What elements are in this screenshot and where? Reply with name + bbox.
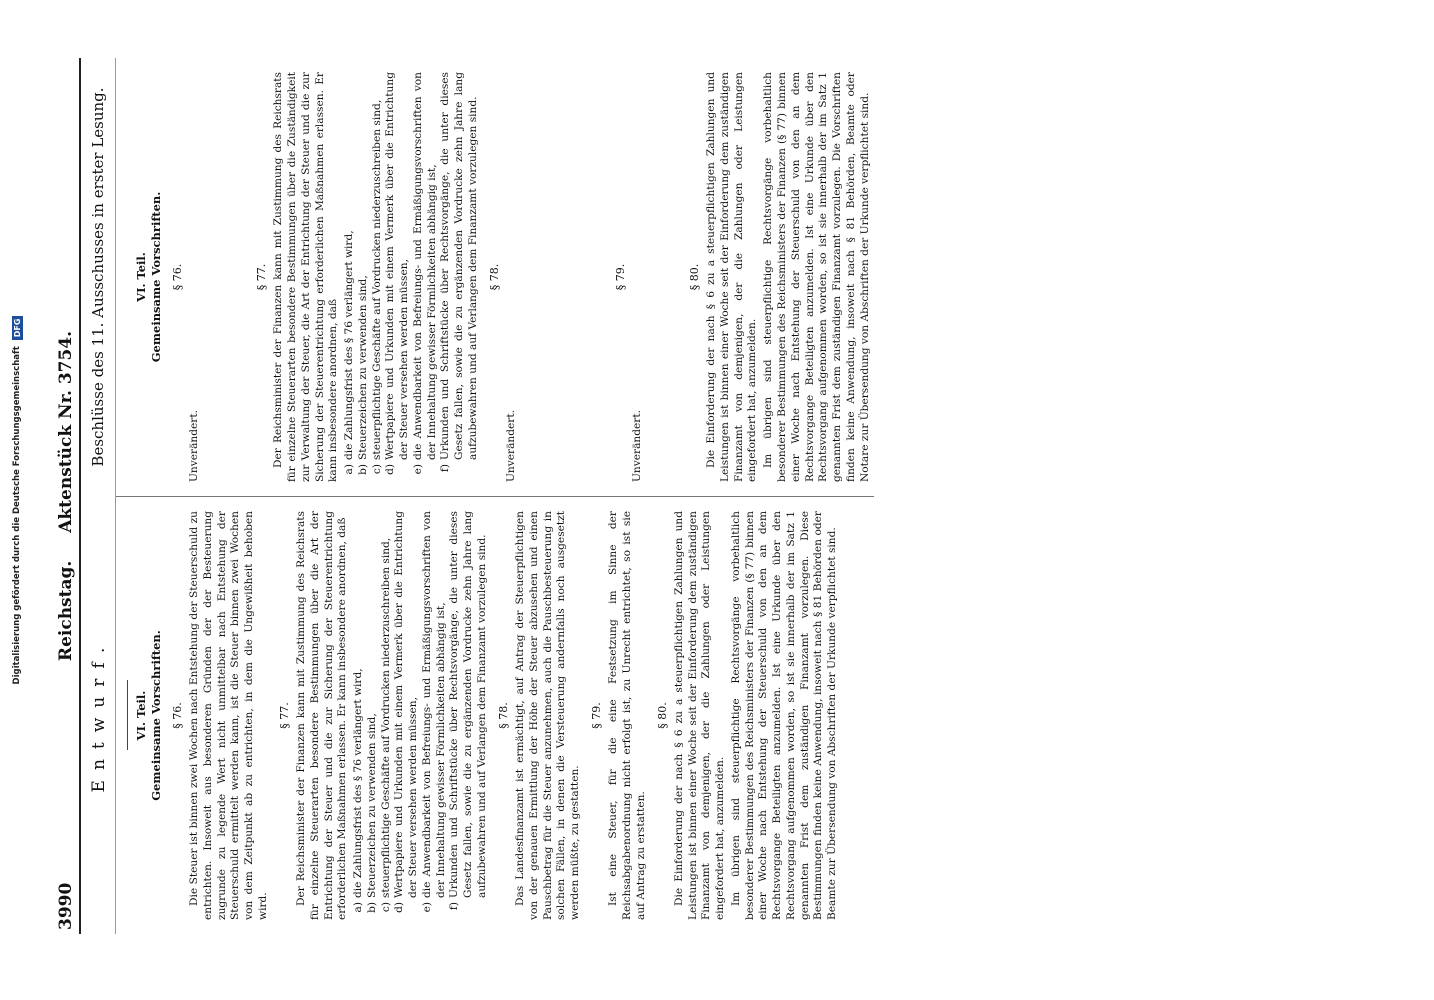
list-marker: d) xyxy=(393,902,406,913)
section-heading: § 78. xyxy=(496,702,510,729)
list-text: Steuerzeichen zu verwenden sind, xyxy=(365,713,378,898)
section-text: Im übrigen sind steuerpflichtige Rechtsvorgänge vorbehaltlich besonderer Bestimmungen des Reichsministers der Finanzen (§ 77) binnen einer Woche nach Entstehung der Steuerschuld von den an dem Rechtsvorgange Beteiligten anzumelden. Ist eine Urkunde über den Rechtsvorgang aufgenommen worden, so ist sie innerhalb der im Satz 1 genannten Frist dem zuständigen Finanzamt vorzulegen. Diese Bestimmungen finden keine Anwendung, insoweit nach § 81 Behörden oder Beamte zur Übersendung von Abschriften der Urkunde verpflichtet sind. xyxy=(729,511,839,920)
list-item xyxy=(421,511,449,920)
part-title: VI. Teil. xyxy=(134,252,148,302)
section-heading: § 79. xyxy=(589,702,603,729)
header-document: Aktenstück Nr. 3754. xyxy=(56,330,76,533)
enumeration-list xyxy=(343,72,481,482)
section-text: Unverändert. xyxy=(631,410,644,482)
section-text: Im übrigen sind steuerpflichtige Rechtsvorgänge vorbehaltlich besonderer Bestimmungen des Reichsministers der Finanzen (§ 77) binnen einer Woche nach Entstehung der Steuerschuld von den an dem Rechtsvorgange Beteiligten anzumelden. Ist eine Urkunde über den Rechtsvorgang aufgenommen worden, so ist sie innerhalb der im Satz 1 genannten Frist dem zuständigen Finanzamt vorzulegen. Die Vorschriften finden keine Anwendung, insoweit nach § 81 Behörden, Beamte oder Notare zur Übersendung von Abschriften der Urkunde verpflichtet sind. xyxy=(762,72,871,482)
header-rule xyxy=(79,58,81,934)
part-title: VI. Teil. xyxy=(134,690,148,741)
header-body: Reichstag. xyxy=(56,560,76,662)
list-item xyxy=(380,511,394,920)
list-text: die Anwendbarkeit von Befreiungs- und Ermäßigungsvorschriften von der Innehaltung gewisser Förmlichkeiten abhängig ist, xyxy=(411,72,438,460)
section-heading: § 76. xyxy=(170,702,184,729)
part-subtitle: Gemeinsame Vorschriften. xyxy=(148,630,163,801)
list-text: die Zahlungsfrist des § 76 verlängert wird, xyxy=(343,230,356,460)
list-item xyxy=(357,72,371,482)
digitization-text: Digitalisierung gefördert durch die Deutsche Forschungsgemeinschaft xyxy=(12,346,22,685)
section-heading: § 78. xyxy=(487,263,501,291)
section-text: Unverändert. xyxy=(188,410,201,482)
list-item xyxy=(366,511,380,920)
section-text: Das Landesfinanzamt ist ermächtigt, auf Antrag der Steuerpflichtigen von der genauen Ermittlung der Höhe der Steuer abzusehen und einen Pauschbetrag für die Steuer anzunehmen, auch die Pauschbesteuerung in solchen Fällen, in denen die Versteuerung andernfalls noch ausgesetzt werden müßte, zu gestatten. xyxy=(514,511,582,920)
list-marker: c) xyxy=(379,902,392,913)
section-text: Ist eine Steuer, für die eine Festsetzung im Sinne der Reichsabgabenordnung nicht erfolgt ist, zu Unrecht entrichtet, so ist sie auf Antrag zu erstatten. xyxy=(607,511,647,920)
column-headings xyxy=(89,58,116,934)
list-marker: a) xyxy=(343,464,356,475)
left-column-heading: Entwurf. xyxy=(89,637,109,793)
two-column-body xyxy=(116,58,874,934)
list-text: Steuerzeichen zu verwenden sind, xyxy=(356,275,369,460)
list-marker: e) xyxy=(420,902,433,913)
list-text: Urkunden und Schriftstücke über Rechtsvorgänge, die unter dieses Gesetz fallen, sowie die zu ergänzenden Vordrucke zehn Jahre lang aufzubewahren und auf Verlangen dem Finanzamt vorzulegen sind. xyxy=(448,511,489,898)
list-item xyxy=(412,72,440,482)
list-item xyxy=(371,72,385,482)
digitization-note xyxy=(0,0,34,1000)
list-text: steuerpflichtige Geschäfte auf Vordrucken niederzuschreiben sind, xyxy=(379,537,392,898)
dfg-logo: DFG xyxy=(12,316,23,341)
list-item xyxy=(439,72,480,482)
list-marker: b) xyxy=(365,902,378,913)
section-heading: § 77. xyxy=(254,263,268,291)
section-heading: § 79. xyxy=(613,263,627,291)
list-item xyxy=(384,72,412,482)
list-marker: d) xyxy=(384,464,397,475)
list-marker: c) xyxy=(370,464,383,475)
list-marker: a) xyxy=(352,902,365,913)
list-item xyxy=(448,511,489,920)
divider xyxy=(127,681,128,751)
left-column xyxy=(116,496,874,934)
list-marker: e) xyxy=(411,464,424,475)
section-text: Die Einforderung der nach § 6 zu a steuerpflichtigen Zahlungen und Leistungen ist binnen einer Woche seit der Einforderung dem zuständigen Finanzamt von demjenigen, der die Zahlungen oder Leistungen eingefordert hat, anzumelden. xyxy=(672,511,727,920)
section-text: Der Reichsminister der Finanzen kann mit Zustimmung des Reichsrats für einzelne Steuerarten besondere Bestimmungen über die Art der Entrichtung der Steuer und die zur Sicherung der Steuerentrichtung erforderlichen Maßnahmen erlassen. Er kann insbesondere anordnen, daß xyxy=(295,511,349,920)
section-text: Der Reichsminister der Finanzen kann mit Zustimmung des Reichsrats für einzelne Steuerarten besondere Bestimmungen über die Zuständigkeit zur Verwaltung der Steuer, die Art der Entrichtung der Steuer und die zur Sicherung der Steuerentrichtung erforderlichen Maßnahmen erlassen. Er kann insbesondere anordnen, daß xyxy=(272,72,340,482)
section-text: Die Einforderung der nach § 6 zu a steuerpflichtigen Zahlungen und Leistungen ist binnen einer Woche seit der Einforderung dem zuständigen Finanzamt von demjenigen, der die Zahlungen oder Leistungen eingefordert hat, anzumelden. xyxy=(705,72,759,482)
list-item xyxy=(343,72,357,482)
list-item xyxy=(393,511,421,920)
section-text: Unverändert. xyxy=(505,410,518,482)
section-heading: § 80. xyxy=(655,702,669,729)
header-title xyxy=(56,322,76,670)
page-number: 3990 xyxy=(56,882,76,930)
section-text: Die Steuer ist binnen zwei Wochen nach Entstehung der Steuerschuld zu entrichten. Insoweit aus besonderen Gründen der der Besteuerung zugrunde zu legende Wert nicht unmittelbar nach Entstehung der Steuerschuld ermittelt werden kann, ist die Steuer binnen zwei Wochen von dem Zeitpunkt ab zu entrichten, in dem die Ungewißheit behoben wird. xyxy=(188,511,269,920)
section-heading: § 76. xyxy=(170,263,184,291)
part-subtitle: Gemeinsame Vorschriften. xyxy=(148,191,163,363)
list-text: die Anwendbarkeit von Befreiungs- und Ermäßigungsvorschriften von der Innehaltung gewisser Förmlichkeiten abhängig ist, xyxy=(420,511,447,898)
enumeration-list xyxy=(352,511,490,920)
list-text: Wertpapiere und Urkunden mit einem Vermerk über die Entrichtung der Steuer versehen werden müssen, xyxy=(393,511,420,898)
list-marker: f) xyxy=(448,902,461,911)
section-heading: § 77. xyxy=(277,702,291,729)
list-text: Wertpapiere und Urkunden mit einem Vermerk über die Entrichtung der Steuer versehen werden müssen, xyxy=(384,72,411,460)
right-column xyxy=(116,58,874,496)
list-text: Urkunden und Schriftstücke über Rechtsvorgänge, die unter dieses Gesetz fallen, sowie die zu ergänzenden Vordrucke zehn Jahre lang aufzubewahren und auf Verlangen dem Finanzamt vorzulegen sind. xyxy=(439,72,479,460)
list-text: die Zahlungsfrist des § 76 verlängert wird, xyxy=(352,668,365,898)
list-text: steuerpflichtige Geschäfte auf Vordrucken niederzuschreiben sind, xyxy=(370,99,383,460)
list-marker: f) xyxy=(439,464,452,473)
list-item xyxy=(352,511,366,920)
running-header xyxy=(56,58,79,934)
right-column-heading: Beschlüsse des 11. Ausschusses in erster Lesung. xyxy=(89,87,107,467)
list-marker: b) xyxy=(356,464,369,475)
section-heading: § 80. xyxy=(687,263,701,291)
